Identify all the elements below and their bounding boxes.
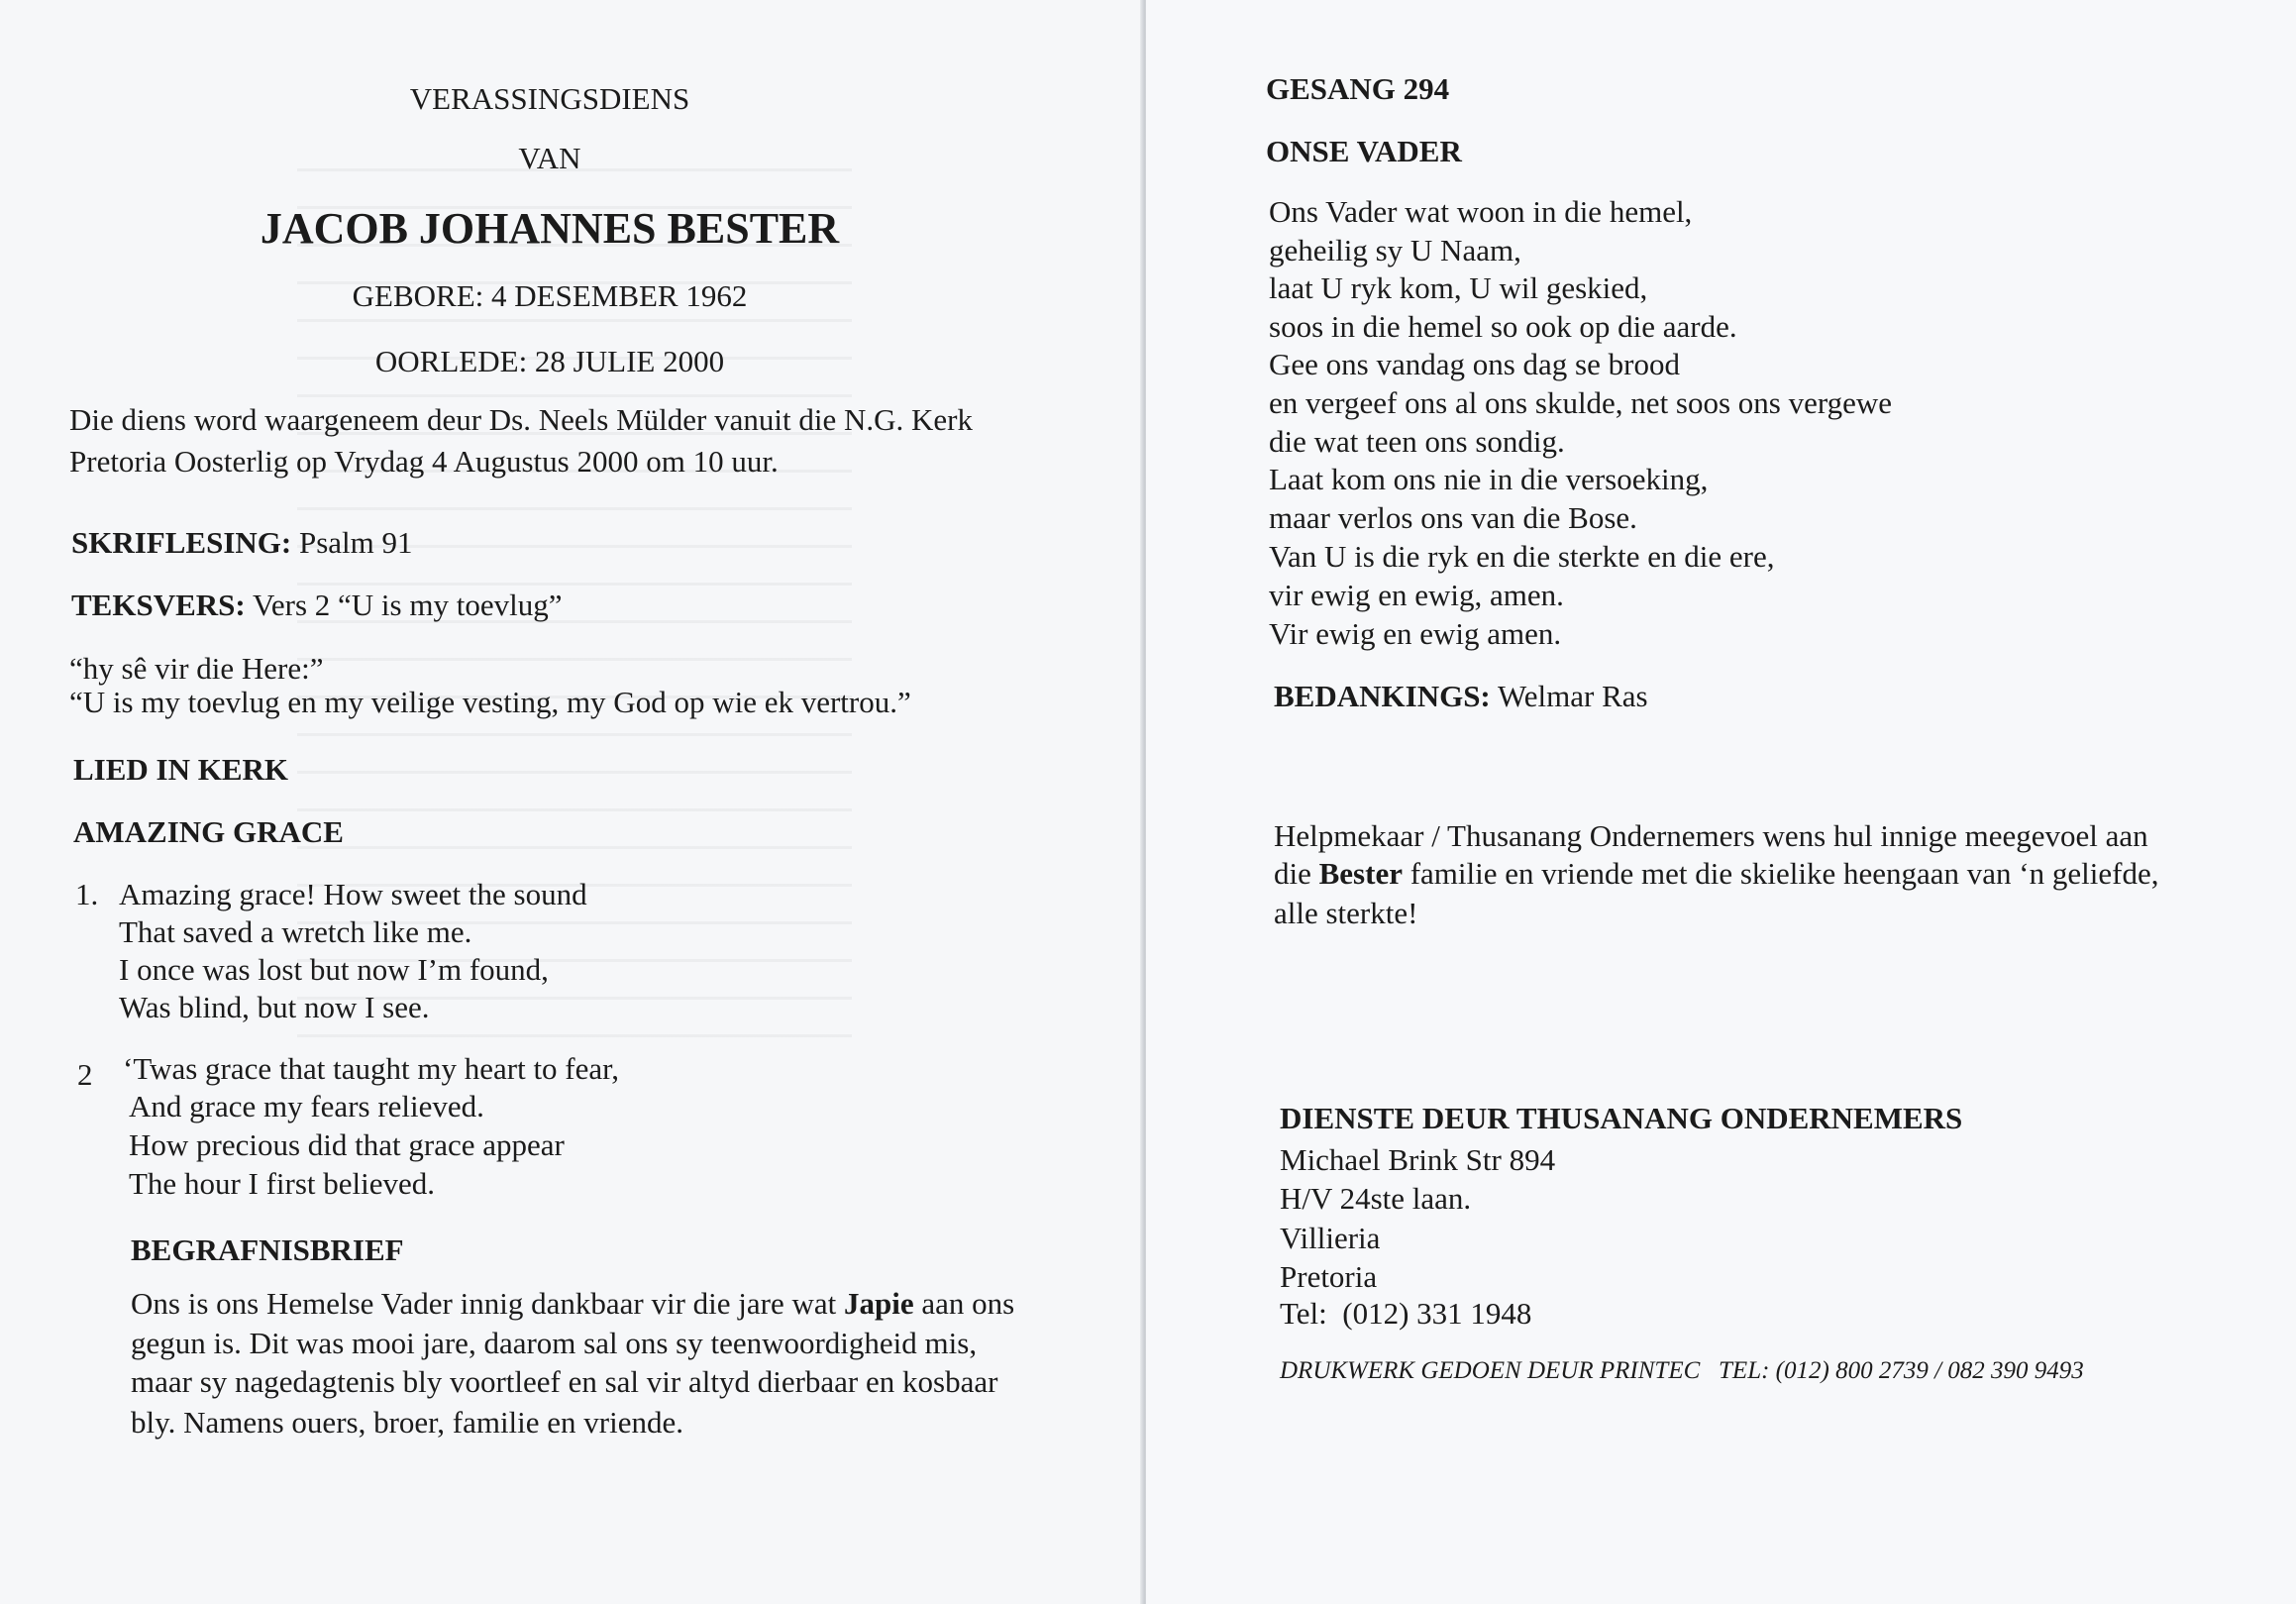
text-verse-value: Vers 2 “U is my toevlug” [252, 588, 563, 622]
prayer-line: laat U ryk kom, U wil geskied, [1269, 270, 1648, 305]
telephone [1280, 1296, 1531, 1332]
scripture-value: Psalm 91 [298, 525, 413, 560]
right-page [1146, 0, 2296, 1604]
address-line: H/V 24ste laan. [1280, 1181, 1472, 1216]
quote-line-2: “U is my toevlug en my veilige vesting, my God op wie ek vertrou.” [69, 685, 911, 719]
intro-line-1: Die diens word waargeneem deur Ds. Neels Mülder vanuit die N.G. Kerk [69, 402, 973, 437]
intro-line-2: Pretoria Oosterlig op Vrydag 4 Augustus 2000 om 10 uur. [69, 444, 779, 479]
letter-line: maar sy nagedagtenis bly voortleef en sal vir altyd dierbaar en kosbaar [131, 1364, 998, 1399]
scripture-reading [71, 525, 413, 561]
condolence-line-1: Helpmekaar / Thusanang Ondernemers wens hul innige meegevoel aan [1274, 818, 2148, 853]
prayer-line: geheilig sy U Naam, [1269, 233, 1521, 267]
text-verse [71, 588, 562, 623]
verse-1-line: I once was lost but now I’m found, [119, 952, 549, 987]
quote-line-1: “hy sê vir die Here:” [69, 651, 324, 686]
letter-heading: BEGRAFNISBRIEF [131, 1232, 404, 1267]
verse-1-number: 1. [75, 877, 99, 911]
prayer-line: Van U is die ryk en die sterkte en die ere, [1269, 539, 1775, 574]
verse-2-line: How precious did that grace appear [129, 1127, 565, 1162]
prayer-line: maar verlos ons van die Bose. [1269, 500, 1637, 535]
verse-2-line: The hour I first believed. [129, 1166, 436, 1201]
hymn-number: GESANG 294 [1266, 71, 1450, 106]
prayer-line: Ons Vader wat woon in die hemel, [1269, 194, 1693, 229]
death-date: OORLEDE: 28 JULIE 2000 [374, 344, 725, 378]
prayer-title: ONSE VADER [1266, 134, 1462, 168]
verse-2-line: And grace my fears relieved. [129, 1089, 484, 1123]
address-line: Pretoria [1280, 1259, 1378, 1294]
thanks [1274, 679, 1648, 714]
family-name: Bester [1318, 856, 1403, 891]
services-heading: DIENSTE DEUR THUSANANG ONDERNEMERS [1280, 1101, 1963, 1135]
song-heading: LIED IN KERK [73, 752, 289, 787]
verse-1-line: Was blind, but now I see. [119, 990, 430, 1024]
printer-label: DRUKWERK GEDOEN DEUR PRINTEC [1280, 1357, 1701, 1384]
van-label: VAN [518, 141, 581, 175]
prayer-line: Vir ewig en ewig amen. [1269, 616, 1562, 651]
prayer-line: Laat kom ons nie in die versoeking, [1269, 462, 1709, 496]
deceased-name: JACOB JOHANNES BESTER [260, 204, 840, 253]
left-page [0, 0, 1144, 1604]
verse-1-line: Amazing grace! How sweet the sound [119, 877, 587, 911]
letter-line: bly. Namens ouers, broer, familie en vriende. [131, 1405, 683, 1440]
address-line: Villieria [1280, 1221, 1381, 1255]
nickname: Japie [843, 1286, 914, 1321]
scripture-label: SKRIFLESING: [71, 525, 292, 560]
condolence-line-2 [1274, 856, 2158, 892]
condolence-text: die [1274, 856, 1319, 891]
printer-tel: TEL: (012) 800 2739 / 082 390 9493 [1719, 1357, 2084, 1384]
letter-text: Ons is ons Hemelse Vader innig dankbaar vir die jare wat [131, 1286, 844, 1321]
verse-2-number: 2 [77, 1057, 93, 1092]
letter-line: gegun is. Dit was mooi jare, daarom sal ons sy teenwoordigheid mis, [131, 1326, 978, 1360]
condolence-line-3: alle sterkte! [1274, 896, 1418, 930]
tel-value: (012) 331 1948 [1342, 1296, 1532, 1331]
birth-date: GEBORE: 4 DESEMBER 1962 [352, 278, 748, 313]
verse-2-line: ‘Twas grace that taught my heart to fear, [123, 1051, 619, 1086]
printer-credit [1280, 1353, 2084, 1389]
text-verse-label: TEKSVERS: [71, 588, 246, 622]
prayer-line: die wat teen ons sondig. [1269, 424, 1565, 459]
verse-1-line: That saved a wretch like me. [119, 914, 472, 949]
prayer-line: soos in die hemel so ook op die aarde. [1269, 309, 1737, 344]
thanks-value: Welmar Ras [1497, 679, 1648, 713]
tel-label: Tel: [1280, 1296, 1327, 1331]
condolence-text: familie en vriende met die skielike heengaan van ‘n geliefde, [1402, 856, 2159, 891]
song-title: AMAZING GRACE [73, 814, 344, 849]
address-line: Michael Brink Str 894 [1280, 1142, 1556, 1177]
thanks-label: BEDANKINGS: [1274, 679, 1491, 713]
prayer-line: en vergeef ons al ons skulde, net soos ons vergewe [1269, 385, 1893, 420]
service-title: VERASSINGSDIENS [409, 81, 690, 116]
prayer-line: vir ewig en ewig, amen. [1269, 578, 1564, 612]
letter-line-1 [131, 1286, 1014, 1322]
letter-text: aan ons [913, 1286, 1015, 1321]
prayer-line: Gee ons vandag ons dag se brood [1269, 347, 1680, 381]
